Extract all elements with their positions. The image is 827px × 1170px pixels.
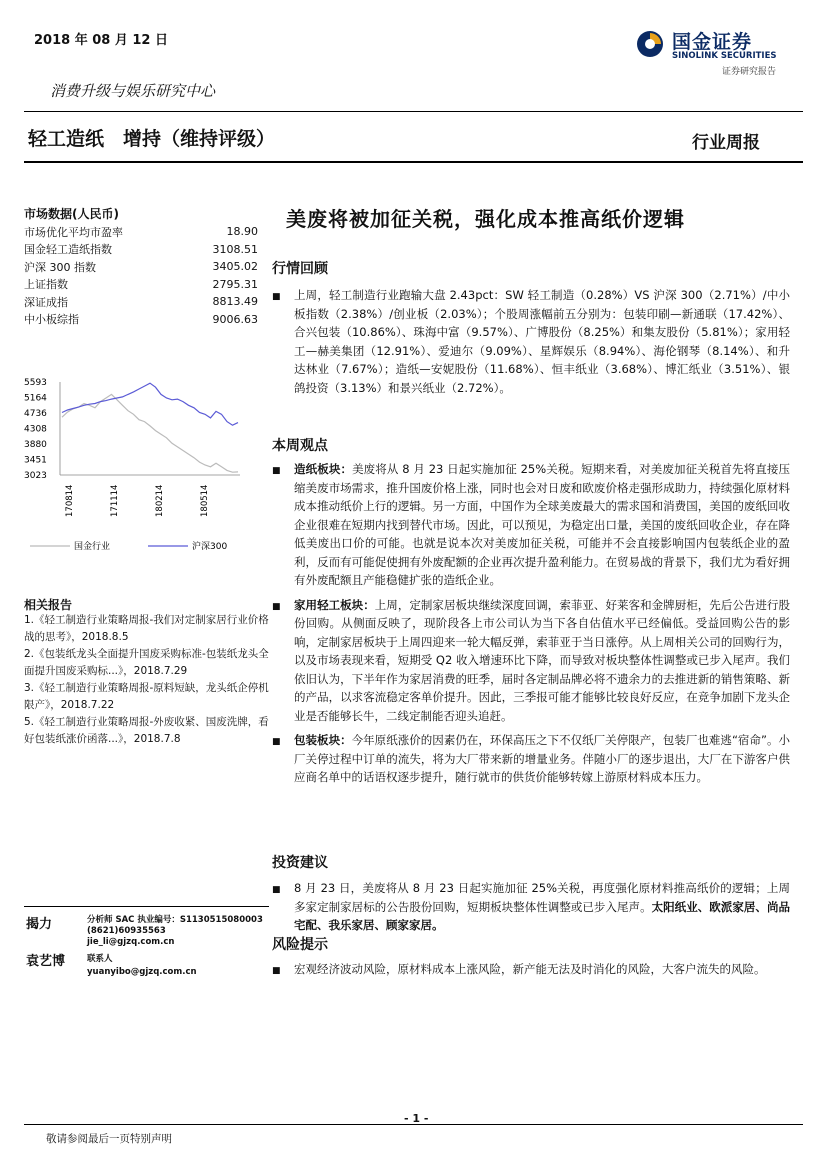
x-tick-label: 171114 <box>110 484 120 517</box>
related-report-link[interactable]: 1.《轻工制造行业策略周报-我们对定制家居行业价格战的思考》，2018.8.5 <box>24 614 269 643</box>
market-row: 市场优化平均市盈率 18.90 <box>24 225 258 239</box>
page-number: - 1 - <box>404 1112 429 1125</box>
section-heading: 本周观点 <box>272 438 328 454</box>
legend-label: 国金行业 <box>74 542 111 552</box>
divider <box>24 161 803 163</box>
y-tick-label: 5164 <box>24 393 47 404</box>
contact-name: 袁艺博 <box>26 954 66 969</box>
report-class: 证券研究报告 <box>722 67 777 77</box>
market-row: 中小板综指 9006.63 <box>24 312 258 327</box>
investment-advice: ■ 8 月 23 日，美废将从 8 月 23 日起实施加征 25%关税，再度强化原材料推高纸价的逻辑；上周多家定制家居标的公告股份回购，短期板块整体性调整或已步入尾声。太阳纸业、欧派家居、尚品宅配、我乐家居、顾家家居。 <box>272 881 791 932</box>
divider <box>24 111 803 112</box>
y-tick-label: 5593 <box>24 378 47 388</box>
disclaimer-note: 敬请参阅最后一页特别声明 <box>46 1133 172 1145</box>
report-title: 美废将被加征关税，强化成本推高纸价逻辑 <box>286 207 685 231</box>
y-tick-label: 3880 <box>24 440 47 450</box>
market-row: 深证成指 8813.49 <box>24 295 258 309</box>
analyst-email[interactable]: jie_li@gjzq.com.cn <box>87 937 175 947</box>
market-data-table <box>24 223 258 328</box>
market-row: 沪深 300 指数 3405.02 <box>24 260 258 274</box>
related-reports-heading: 相关报告 <box>24 598 73 612</box>
y-tick-label: 3023 <box>24 471 47 481</box>
industry-rating: 轻工造纸 增持（维持评级） <box>28 128 276 150</box>
market-review: ■ 上周，轻工制造行业跑输大盘 2.43pct：SW 轻工制造（0.28%）VS 沪深 300（2.71%）/中小板指数（2.38%）/创业板（2.03%）；个股周涨幅前五分别为：包装印刷—新通联（17.42%）、合兴包装（10.86%）、珠海中富（9.57%）、广博股份（8.25%）和集友股份（5.81%）；家用轻工—赫美集团（12.91%）、爱迪尔（9.09%）、星辉娱乐（8.94%）、海伦钢琴（8.14%）、和升达林业（7.67%）；造纸—安妮股份（11.68%）、恒丰纸业（3.68%）、博汇纸业（3.51%）、银鸽投资（3.13%）和景兴纸业（2.72%）。 <box>272 288 790 395</box>
logo-text: 国金证券 <box>672 31 753 53</box>
y-tick-label: 3451 <box>24 455 47 466</box>
related-reports-list <box>24 612 269 748</box>
section-heading: 行情回顾 <box>272 261 328 277</box>
series-line-1 <box>62 383 238 425</box>
report-type: 行业周报 <box>692 133 760 153</box>
x-tick-label: 170814 <box>65 484 75 517</box>
divider <box>24 906 269 907</box>
x-tick-label: 180514 <box>200 484 210 517</box>
contact-email[interactable]: yuanyibo@gjzq.com.cn <box>87 967 197 977</box>
y-tick-label: 4736 <box>24 409 47 419</box>
related-report-link[interactable]: 3.《轻工制造行业策略周报-原料短缺，龙头纸企停机限产》，2018.7.22 <box>24 682 269 711</box>
related-report-link[interactable]: 2.《包装纸龙头全面提升国废采购标准-包装纸龙头全面提升国废采购标...》，2018.7.29 <box>24 648 269 677</box>
divider <box>24 1124 803 1125</box>
report-date: 2018 年 08 月 12 日 <box>34 33 168 48</box>
related-report-link[interactable]: 5.《轻工制造行业策略周报-外废收紧、国废洗牌，看好包装纸涨价函落...》，2018.7.8 <box>24 716 269 745</box>
legend-label: 沪深300 <box>192 542 228 552</box>
section-heading: 投资建议 <box>272 855 328 871</box>
y-tick-label: 4308 <box>24 424 47 435</box>
risk-notice: ■ 宏观经济波动风险，原材料成本上涨风险，新产能无法及时消化的风险，大客户流失的风险。 <box>272 962 766 976</box>
index-line-chart <box>20 370 250 555</box>
contact-info: 联系人 yuanyibo@gjzq.com.cn <box>87 954 197 977</box>
x-tick-label: 180214 <box>155 484 165 517</box>
analyst-name: 揭力 <box>26 917 53 932</box>
research-center: 消费升级与娱乐研究中心 <box>50 82 216 100</box>
section-heading: 风险提示 <box>272 937 328 953</box>
analyst-info: 分析师 SAC 执业编号：S1130515080003 (8621)60935563 jie_li@gjzq.com.cn <box>87 915 263 947</box>
weekly-view: ■ 造纸板块：美废将从 8 月 23 日起实施加征 25%关税。短期来看，对美废加征关税首先将直接压缩美废市场需求，推升国废价格上涨，同时也会对日废和欧废价格走强形成助力，持续强化原材料成本推动纸价上行的逻辑。另一方面，中国作为全球美废最大的需求国和消费国，美国的废纸回收企业很难在短期内找到替代市场。因此，可以预见，为稳定出口量，美国的废纸回收企业，存在降低美废出口价的可能。也就是说本次对美废加征关税，可能并不会直接影响国内包装纸企业的盈利，反而有可能促使拥有外废配额的企业再次提升盈利能力。在贸易战的背景下，我们尤为看好拥有外废配额且产能稳健扩张的造纸企业。 ■ 家用轻工板块：上周，定制家居板块继续深度回调，索菲亚、好莱客和金牌厨柜，先后公告进行股份回购。从侧面反映了，现阶段各上市公司认为当下各自估值水平已经偏低。受益回购公告的影响，定制家居板块于上周四迎来一轮大幅反弹，索菲亚于当日涨停。从上周相关公司的回购行为，以及市场表现来看，短期受 Q2 收入增速环比下降，而导致对板块整体性调整或已步入尾声。我们依旧认为，下半年作为家居消费的旺季，届时各定制品牌必将不遗余力的去推进新的销售策略、新的产品，以求客流稳定客单价提升。因此，三季报可能才能够比较良好反应，在竞争加剧下龙头企业是否能够长牛，二线定制能否迎头追赶。 ■ 包装板块：今年原纸涨价的因素仍在，环保高压之下不仅纸厂关停限产，包装厂也难逃“宿命”。小厂关停过程中订单的流失，将为大厂带来新的增量业务。伴随小厂的逐步退出，大厂在下游客户供应商名单中的话语权逐步提升，随行就市的供货价能够转嫁上游原材料成本压力。 <box>272 462 790 784</box>
market-data-heading: 市场数据(人民币) <box>24 207 119 221</box>
market-row: 国金轻工造纸指数 3108.51 <box>24 242 258 257</box>
market-row: 上证指数 2795.31 <box>24 277 258 292</box>
logo-english: SINOLINK SECURITIES <box>672 51 777 61</box>
series-line-0 <box>62 394 238 472</box>
